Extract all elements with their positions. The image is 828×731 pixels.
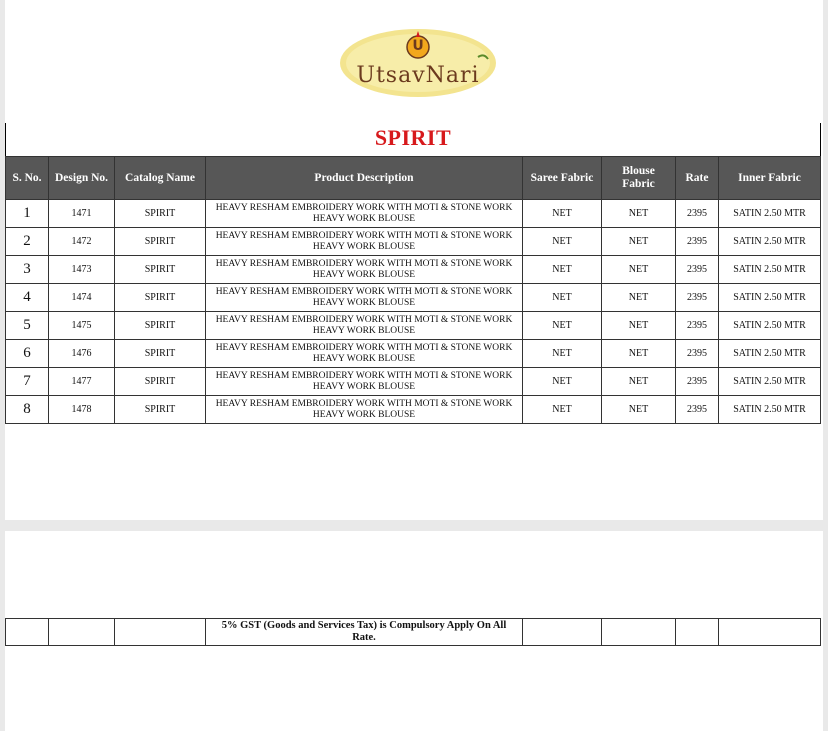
row-sno: 8 — [6, 396, 49, 424]
gst-cell-empty — [523, 619, 602, 646]
row-rate: 2395 — [676, 340, 719, 368]
row-saree-fabric: NET — [523, 284, 602, 312]
header-sno: S. No. — [6, 157, 49, 200]
row-sno: 1 — [6, 200, 49, 228]
row-product-description: HEAVY RESHAM EMBROIDERY WORK WITH MOTI & STONE WORK HEAVY WORK BLOUSE — [206, 256, 523, 284]
row-product-description: HEAVY RESHAM EMBROIDERY WORK WITH MOTI & STONE WORK HEAVY WORK BLOUSE — [206, 340, 523, 368]
product-table — [5, 156, 821, 424]
row-product-description: HEAVY RESHAM EMBROIDERY WORK WITH MOTI & STONE WORK HEAVY WORK BLOUSE — [206, 368, 523, 396]
header-catalog-name: Catalog Name — [115, 157, 206, 200]
row-saree-fabric: NET — [523, 228, 602, 256]
row-catalog-name: SPIRIT — [115, 312, 206, 340]
row-blouse-fabric: NET — [602, 256, 676, 284]
row-blouse-fabric: NET — [602, 396, 676, 424]
gst-cell-empty — [719, 619, 821, 646]
row-rate: 2395 — [676, 312, 719, 340]
row-design-no: 1476 — [49, 340, 115, 368]
header-saree-fabric: Saree Fabric — [523, 157, 602, 200]
row-sno: 2 — [6, 228, 49, 256]
row-product-description: HEAVY RESHAM EMBROIDERY WORK WITH MOTI & STONE WORK HEAVY WORK BLOUSE — [206, 200, 523, 228]
gst-cell-empty — [115, 619, 206, 646]
table-row — [6, 284, 821, 312]
row-sno: 4 — [6, 284, 49, 312]
row-saree-fabric: NET — [523, 200, 602, 228]
logo-letter: U — [412, 38, 424, 54]
gst-cell-empty — [6, 619, 49, 646]
table-row — [6, 228, 821, 256]
row-saree-fabric: NET — [523, 396, 602, 424]
gst-row — [6, 619, 821, 646]
row-rate: 2395 — [676, 284, 719, 312]
row-catalog-name: SPIRIT — [115, 340, 206, 368]
gst-cell-empty — [602, 619, 676, 646]
row-inner-fabric: SATIN 2.50 MTR — [719, 284, 821, 312]
row-design-no: 1471 — [49, 200, 115, 228]
row-catalog-name: SPIRIT — [115, 284, 206, 312]
row-saree-fabric: NET — [523, 256, 602, 284]
gst-cell-empty — [676, 619, 719, 646]
gst-table — [5, 618, 821, 646]
row-inner-fabric: SATIN 2.50 MTR — [719, 368, 821, 396]
row-inner-fabric: SATIN 2.50 MTR — [719, 200, 821, 228]
row-sno: 3 — [6, 256, 49, 284]
row-saree-fabric: NET — [523, 368, 602, 396]
table-row — [6, 312, 821, 340]
row-inner-fabric: SATIN 2.50 MTR — [719, 396, 821, 424]
row-rate: 2395 — [676, 368, 719, 396]
table-row — [6, 256, 821, 284]
row-catalog-name: SPIRIT — [115, 368, 206, 396]
row-blouse-fabric: NET — [602, 228, 676, 256]
row-product-description: HEAVY RESHAM EMBROIDERY WORK WITH MOTI & STONE WORK HEAVY WORK BLOUSE — [206, 228, 523, 256]
row-design-no: 1477 — [49, 368, 115, 396]
row-inner-fabric: SATIN 2.50 MTR — [719, 256, 821, 284]
row-inner-fabric: SATIN 2.50 MTR — [719, 312, 821, 340]
header-product-description: Product Description — [206, 157, 523, 200]
row-saree-fabric: NET — [523, 340, 602, 368]
table-header-row — [6, 157, 821, 200]
row-saree-fabric: NET — [523, 312, 602, 340]
row-design-no: 1472 — [49, 228, 115, 256]
row-catalog-name: SPIRIT — [115, 396, 206, 424]
gst-cell-empty — [49, 619, 115, 646]
header-blouse-fabric: Blouse Fabric — [602, 157, 676, 200]
table-row — [6, 396, 821, 424]
row-design-no: 1473 — [49, 256, 115, 284]
logo-wordmark: UtsavNari — [356, 63, 480, 88]
header-design-no: Design No. — [49, 157, 115, 200]
row-design-no: 1478 — [49, 396, 115, 424]
row-product-description: HEAVY RESHAM EMBROIDERY WORK WITH MOTI & STONE WORK HEAVY WORK BLOUSE — [206, 396, 523, 424]
table-row — [6, 340, 821, 368]
row-inner-fabric: SATIN 2.50 MTR — [719, 228, 821, 256]
row-product-description: HEAVY RESHAM EMBROIDERY WORK WITH MOTI & STONE WORK HEAVY WORK BLOUSE — [206, 312, 523, 340]
table-row — [6, 200, 821, 228]
row-blouse-fabric: NET — [602, 284, 676, 312]
row-sno: 5 — [6, 312, 49, 340]
row-inner-fabric: SATIN 2.50 MTR — [719, 340, 821, 368]
row-blouse-fabric: NET — [602, 340, 676, 368]
row-catalog-name: SPIRIT — [115, 200, 206, 228]
row-catalog-name: SPIRIT — [115, 228, 206, 256]
table-row — [6, 368, 821, 396]
row-rate: 2395 — [676, 200, 719, 228]
catalog-title-box — [5, 123, 821, 156]
row-catalog-name: SPIRIT — [115, 256, 206, 284]
row-blouse-fabric: NET — [602, 368, 676, 396]
row-design-no: 1475 — [49, 312, 115, 340]
utsavnari-logo — [338, 27, 498, 99]
row-rate: 2395 — [676, 396, 719, 424]
header-inner-fabric: Inner Fabric — [719, 157, 821, 200]
row-blouse-fabric: NET — [602, 312, 676, 340]
row-blouse-fabric: NET — [602, 200, 676, 228]
row-sno: 6 — [6, 340, 49, 368]
row-rate: 2395 — [676, 256, 719, 284]
header-rate: Rate — [676, 157, 719, 200]
catalog-page-2 — [5, 531, 823, 731]
catalog-page-1 — [5, 0, 823, 520]
row-product-description: HEAVY RESHAM EMBROIDERY WORK WITH MOTI & STONE WORK HEAVY WORK BLOUSE — [206, 284, 523, 312]
catalog-title: SPIRIT — [374, 125, 452, 150]
row-design-no: 1474 — [49, 284, 115, 312]
gst-note: 5% GST (Goods and Services Tax) is Compulsory Apply On All Rate. — [206, 619, 523, 646]
row-rate: 2395 — [676, 228, 719, 256]
row-sno: 7 — [6, 368, 49, 396]
